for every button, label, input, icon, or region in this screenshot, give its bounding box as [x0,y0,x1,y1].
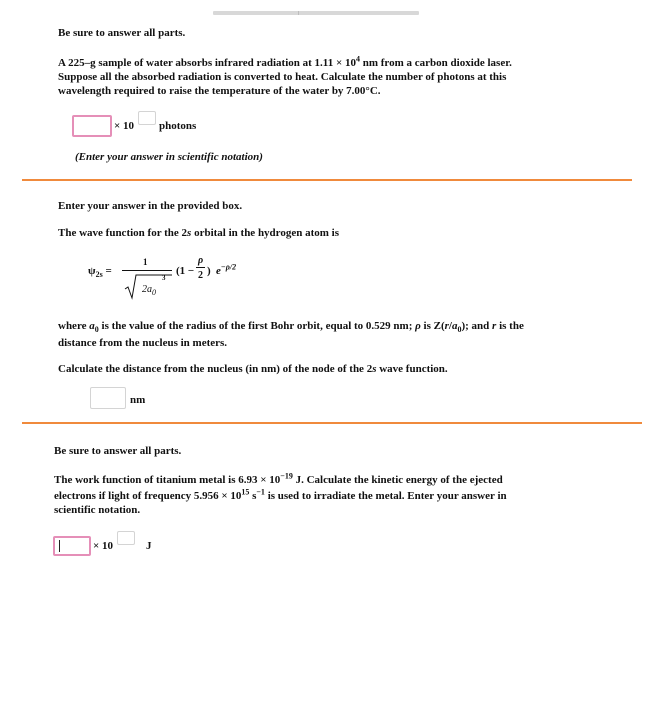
q2-intro [58,226,339,240]
where-a: where [58,320,90,332]
q3-line-1a: The work function of titanium metal is 6.93 × 10 [54,474,281,486]
where-r2: r [492,320,497,332]
cube-exponent: 3 [162,274,166,282]
calc-s: s [372,363,377,375]
q3-exponent-2: 15 [241,487,250,497]
q1-instruction: Be sure to answer all parts. [58,27,186,39]
rho-denominator: 2 [198,270,203,281]
q3-line-1b: J. Calculate the kinetic energy of the ejected [292,474,503,486]
q1-coefficient-input[interactable] [72,115,112,137]
exp-term [216,264,236,278]
q3-line-3: scientific notation. [54,504,141,516]
text-cursor [59,540,60,552]
q3-instruction: Be sure to answer all parts. [54,445,182,457]
q1-line-2: Suppose all the absorbed radiation is converted to heat. Calculate the number of photons at this [58,71,507,83]
psi-subscript: 2s [95,270,103,280]
q1-unit-label: photons [159,120,197,132]
a-sub-zero: 0 [152,288,156,297]
q3-question [54,473,624,517]
wave-function-formula [86,250,286,310]
q1-line-1 [58,56,618,70]
e-symbol: e [216,265,221,277]
rho-numerator: ρ [198,255,204,266]
q3-line-2b: s [249,490,257,502]
q1-line-1b: nm from a carbon dioxide laser. [359,57,512,69]
q2-unit-label: nm [130,394,146,406]
q3-exponent-3: −1 [256,487,265,497]
q2-where-line-1: where $a_0$ is the value of the radius of the first Bohr orbit, equal to 0.529 nm; ρ is $Z(r/a_0)$; and r is the [58,320,524,335]
q1-exponent: 4 [355,54,360,64]
top-scrollbar[interactable] [213,11,419,15]
where-a0-2: a [451,320,458,332]
calc-b: wave function. [376,363,448,375]
section-divider-2 [22,422,642,424]
where-rho: ρ [415,320,421,332]
q2-instruction: Enter your answer in the provided box. [58,200,243,212]
where-d: ); and [461,320,493,332]
fraction-numerator: 1 [143,257,148,267]
q2-where-line-2: distance from the nucleus in meters. [58,337,228,349]
q1-times-ten: × 10 [114,120,135,132]
e-exponent: −ρ/2 [220,262,237,272]
q2-intro-b: orbital in the hydrogen atom is [191,227,340,239]
q2-where-text [58,319,618,350]
paren-open: (1 − [176,265,195,277]
q2-calculate [58,362,448,376]
two-a: 2a [142,284,152,295]
fraction-bar [122,270,172,271]
section-divider-1 [22,179,632,181]
q3-line-2c: is used to irradiate the metal. Enter your answer in [264,490,507,502]
q1-question [58,56,618,98]
q3-unit-label: J [146,540,152,552]
where-slash: / [448,320,452,332]
paren-close: ) [207,265,211,277]
psi-symbol: ψ [88,265,96,277]
calc-a: Calculate the distance from the nucleus (in nm) of the node of the 2 [58,363,373,375]
where-r: r [444,320,449,332]
q1-hint: (Enter your answer in scientific notation) [75,151,263,163]
q3-line-2a: electrons if light of frequency 5.956 × 10 [54,490,242,502]
q2-intro-s: s [187,227,192,239]
q1-line-3: wavelength required to raise the temperature of the water by 7.00°C. [58,85,381,97]
q3-exponent-input[interactable] [117,531,135,545]
equals-sign: = [105,265,112,277]
rho-fraction-bar [196,267,205,268]
sqrt-radicand [142,283,156,297]
q1-line-1a: A 225–g sample of water absorbs infrared radiation at 1.11 × 10 [58,57,356,69]
q3-line-2 [54,489,624,503]
where-e: is the [496,320,524,332]
q2-answer-input[interactable] [90,387,126,409]
q2-intro-a: The wave function for the 2 [58,227,188,239]
where-b: is the value of the radius of the first Bohr orbit, equal to 0.529 nm; [98,320,416,332]
psi-2s [88,264,112,278]
scrollbar-segment [298,11,299,15]
where-c: is Z( [420,320,445,332]
q1-exponent-input[interactable] [138,111,156,125]
q3-exponent-1: −19 [280,471,293,481]
q3-line-1 [54,473,624,487]
q3-times-ten: × 10 [93,540,114,552]
q3-coefficient-input[interactable] [53,536,91,556]
where-a0: a [89,320,95,332]
